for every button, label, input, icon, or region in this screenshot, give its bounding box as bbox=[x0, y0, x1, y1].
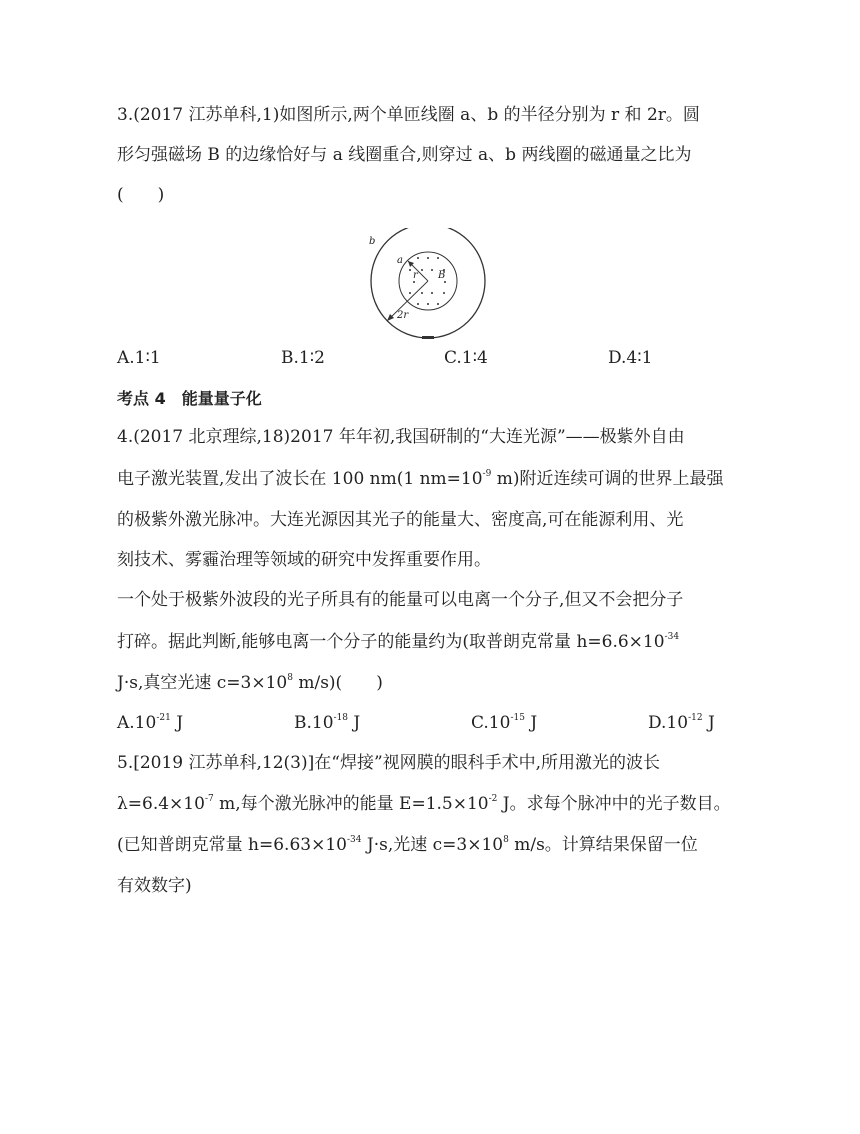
q3-line-3: ( ) bbox=[117, 185, 165, 205]
label-b: b bbox=[369, 236, 376, 247]
section-title: 能量量子化 bbox=[181, 389, 262, 408]
q4-line-6: 打碎。据此判断,能够电离一个分子的能量约为(取普朗克常量 $h=6.6\times 10^{-34}$ bbox=[117, 632, 680, 652]
q4-line-3: 的极紫外激光脉冲。大连光源因其光子的能量大、密度高,可在能源利用、光 bbox=[117, 510, 684, 530]
label-B: B bbox=[438, 270, 446, 281]
q3-line-2: 形匀强磁场 B 的边缘恰好与 a 线圈重合,则穿过 a、b 两线圈的磁通量之比为 bbox=[117, 145, 692, 165]
q4-option-b: $B.10^{-18}$ J bbox=[294, 713, 361, 733]
label-r: r bbox=[413, 270, 418, 281]
q4-line-5: 一个处于极紫外波段的光子所具有的能量可以电离一个分子,但又不会把分子 bbox=[117, 590, 684, 610]
q4-line-2: 电子激光装置,发出了波长在 100 nm(1 $nm=10^{-9}$ m)附近连续可调的世界上最强 bbox=[117, 469, 724, 489]
q4-line-1: 4.(2017 北京理综,18)2017 年年初,我国研制的“大连光源”——极紫外自由 bbox=[117, 427, 685, 447]
q5-line-4: 有效数字) bbox=[117, 876, 192, 896]
q3-option-b: B.1∶2 bbox=[281, 348, 325, 368]
q4-option-d: $D.10^{-12}$ J bbox=[648, 713, 715, 733]
q5-line-1: 5.[2019 江苏单科,12(3)]在“焊接”视网膜的眼科手术中,所用激光的波长 bbox=[117, 753, 661, 773]
q3-line-1: 3.(2017 江苏单科,1)如图所示,两个单匝线圈 a、b 的半径分别为 r 和 2r。圆 bbox=[117, 105, 700, 125]
q4-line-4: 刻技术、雾霾治理等领域的研究中发挥重要作用。 bbox=[117, 550, 491, 570]
label-a: a bbox=[397, 255, 403, 266]
section-heading bbox=[117, 389, 262, 409]
coil-b-circle bbox=[371, 228, 485, 338]
q3-option-a: A.1∶1 bbox=[117, 348, 161, 368]
section-number: 考点 4 bbox=[117, 389, 166, 408]
label-2r: 2r bbox=[397, 310, 409, 321]
magnetic-field-circles-figure bbox=[365, 228, 495, 343]
q5-line-3: (已知普朗克常量 $h=6.63\times 10^{-34}$ J·s,光速 $c=3\times 10^8$ m/s。计算结果保留一位 bbox=[117, 835, 698, 855]
q3-option-d: D.4∶1 bbox=[608, 348, 653, 368]
q3-option-c: C.1∶4 bbox=[444, 348, 488, 368]
q4-option-c: $C.10^{-15}$ J bbox=[471, 713, 538, 733]
q5-line-2: $\lambda=6.4\times 10^{-7}$ m,每个激光脉冲的能量 $E=1.5\times 10^{-2}$ J。求每个脉冲中的光子数目。 bbox=[117, 794, 731, 814]
q4-line-7: J·s,真空光速 $c=3\times 10^8$ m/s)( ) bbox=[117, 673, 383, 693]
q4-option-a: $A.10^{-21}$ J bbox=[117, 713, 184, 733]
